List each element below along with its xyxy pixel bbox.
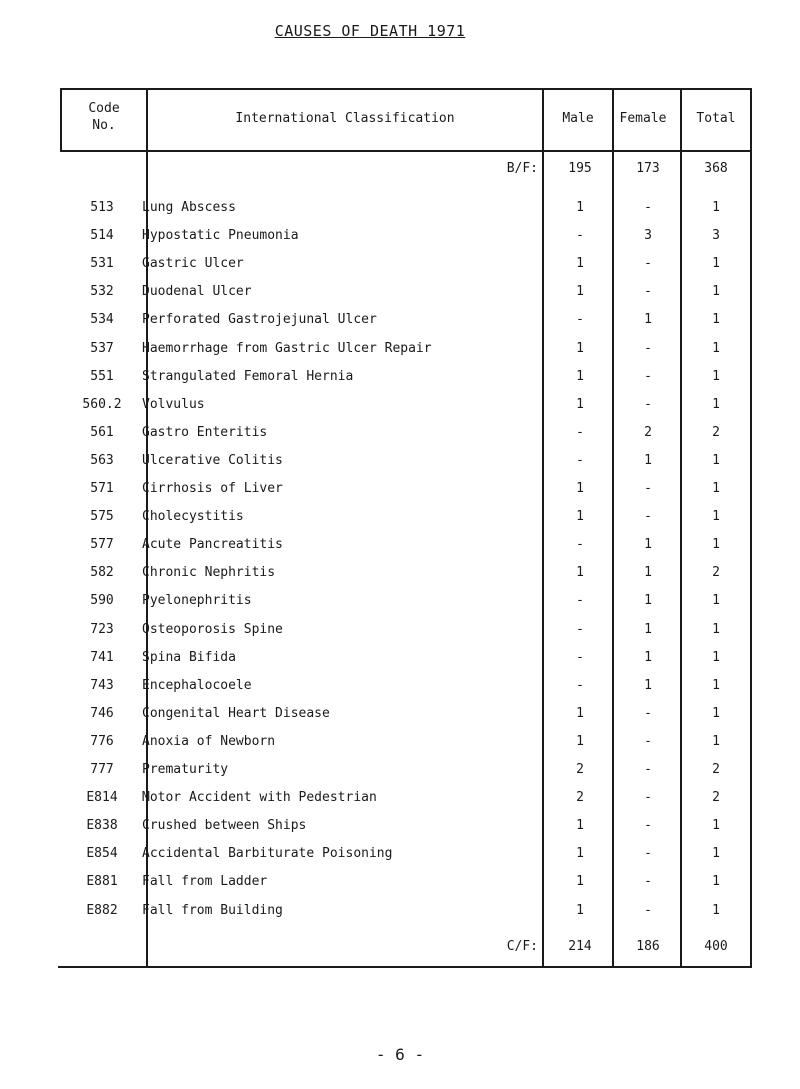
row-total: 1 bbox=[712, 874, 720, 889]
row-cause: Strangulated Femoral Hernia bbox=[142, 369, 354, 384]
header-code: Code No. bbox=[88, 101, 120, 133]
header-total: Total bbox=[696, 111, 736, 126]
row-male: 1 bbox=[576, 846, 584, 861]
row-total: 2 bbox=[712, 790, 720, 805]
brought-forward-total: 368 bbox=[704, 161, 728, 176]
row-code: 514 bbox=[90, 228, 114, 243]
row-code: 776 bbox=[90, 734, 114, 749]
row-total: 1 bbox=[712, 622, 720, 637]
carried-forward-male: 214 bbox=[568, 939, 592, 954]
row-female: 1 bbox=[644, 537, 652, 552]
row-code: 577 bbox=[90, 537, 114, 552]
header-classification: International Classification bbox=[235, 111, 455, 126]
row-total: 1 bbox=[712, 650, 720, 665]
row-code: E838 bbox=[86, 818, 118, 833]
row-cause: Lung Abscess bbox=[142, 200, 236, 215]
brought-forward-female: 173 bbox=[636, 161, 660, 176]
row-male: 1 bbox=[576, 200, 584, 215]
row-total: 1 bbox=[712, 200, 720, 215]
row-code: 746 bbox=[90, 706, 114, 721]
row-cause: Gastric Ulcer bbox=[142, 256, 244, 271]
row-cause: Anoxia of Newborn bbox=[142, 734, 276, 749]
row-cause: Haemorrhage from Gastric Ulcer Repair bbox=[142, 341, 432, 356]
row-total: 1 bbox=[712, 734, 720, 749]
row-male: - bbox=[576, 537, 584, 552]
row-female: - bbox=[644, 818, 652, 833]
page-title: CAUSES OF DEATH 1971 bbox=[274, 22, 466, 40]
row-cause: Accidental Barbiturate Poisoning bbox=[142, 846, 393, 861]
row-female: - bbox=[644, 509, 652, 524]
row-code: E814 bbox=[86, 790, 118, 805]
row-male: 1 bbox=[576, 481, 584, 496]
row-male: - bbox=[576, 453, 584, 468]
row-total: 1 bbox=[712, 397, 720, 412]
row-cause: Chronic Nephritis bbox=[142, 565, 276, 580]
row-total: 2 bbox=[712, 565, 720, 580]
row-total: 1 bbox=[712, 903, 720, 918]
row-total: 1 bbox=[712, 312, 720, 327]
row-male: 1 bbox=[576, 369, 584, 384]
row-total: 1 bbox=[712, 481, 720, 496]
row-male: - bbox=[576, 312, 584, 327]
row-female: 1 bbox=[644, 312, 652, 327]
row-total: 1 bbox=[712, 453, 720, 468]
carried-forward-label: C/F: bbox=[506, 939, 538, 954]
row-code: 571 bbox=[90, 481, 114, 496]
row-code: 532 bbox=[90, 284, 114, 299]
row-male: - bbox=[576, 228, 584, 243]
row-total: 1 bbox=[712, 593, 720, 608]
row-female: - bbox=[644, 846, 652, 861]
row-male: 1 bbox=[576, 903, 584, 918]
row-female: - bbox=[644, 790, 652, 805]
row-code: 534 bbox=[90, 312, 114, 327]
row-cause: Fall from Building bbox=[142, 903, 283, 918]
table-bottom-border bbox=[58, 966, 752, 968]
row-male: 1 bbox=[576, 706, 584, 721]
page-number: - 6 - bbox=[375, 1045, 425, 1064]
row-cause: Crushed between Ships bbox=[142, 818, 307, 833]
carried-forward-total: 400 bbox=[704, 939, 728, 954]
row-cause: Prematurity bbox=[142, 762, 229, 777]
row-total: 3 bbox=[712, 228, 720, 243]
row-code: 743 bbox=[90, 678, 114, 693]
row-total: 1 bbox=[712, 678, 720, 693]
row-cause: Gastro Enteritis bbox=[142, 425, 268, 440]
causes-table bbox=[58, 88, 752, 1010]
row-male: 1 bbox=[576, 284, 584, 299]
row-male: 1 bbox=[576, 734, 584, 749]
row-code: 741 bbox=[90, 650, 114, 665]
row-cause: Encephalocoele bbox=[142, 678, 252, 693]
row-female: - bbox=[644, 706, 652, 721]
row-female: - bbox=[644, 762, 652, 777]
row-code: E881 bbox=[86, 874, 118, 889]
row-total: 2 bbox=[712, 425, 720, 440]
row-female: - bbox=[644, 284, 652, 299]
row-total: 1 bbox=[712, 369, 720, 384]
row-male: - bbox=[576, 650, 584, 665]
row-female: - bbox=[644, 397, 652, 412]
row-female: - bbox=[644, 481, 652, 496]
row-female: - bbox=[644, 256, 652, 271]
row-cause: Volvulus bbox=[142, 397, 205, 412]
row-male: 1 bbox=[576, 509, 584, 524]
row-male: 1 bbox=[576, 341, 584, 356]
row-code: 723 bbox=[90, 622, 114, 637]
row-male: - bbox=[576, 678, 584, 693]
row-cause: Acute Pancreatitis bbox=[142, 537, 283, 552]
row-cause: Duodenal Ulcer bbox=[142, 284, 252, 299]
row-female: 1 bbox=[644, 650, 652, 665]
row-cause: Fall from Ladder bbox=[142, 874, 268, 889]
row-female: - bbox=[644, 369, 652, 384]
row-female: - bbox=[644, 903, 652, 918]
row-code: 531 bbox=[90, 256, 114, 271]
row-cause: Spina Bifida bbox=[142, 650, 236, 665]
row-code: 575 bbox=[90, 509, 114, 524]
row-female: 1 bbox=[644, 565, 652, 580]
brought-forward-male: 195 bbox=[568, 161, 592, 176]
row-male: 1 bbox=[576, 565, 584, 580]
row-code: 561 bbox=[90, 425, 114, 440]
brought-forward-label: B/F: bbox=[506, 161, 538, 176]
row-code: 590 bbox=[90, 593, 114, 608]
row-male: 2 bbox=[576, 790, 584, 805]
row-code: E854 bbox=[86, 846, 118, 861]
row-total: 1 bbox=[712, 537, 720, 552]
header-bottom-border bbox=[60, 150, 752, 152]
row-cause: Ulcerative Colitis bbox=[142, 453, 283, 468]
row-total: 1 bbox=[712, 341, 720, 356]
row-male: - bbox=[576, 593, 584, 608]
row-total: 1 bbox=[712, 509, 720, 524]
row-code: 563 bbox=[90, 453, 114, 468]
table-top-border bbox=[60, 88, 752, 90]
row-code: 582 bbox=[90, 565, 114, 580]
row-code: 513 bbox=[90, 200, 114, 215]
row-female: 1 bbox=[644, 593, 652, 608]
row-male: 1 bbox=[576, 256, 584, 271]
row-total: 2 bbox=[712, 762, 720, 777]
row-female: - bbox=[644, 200, 652, 215]
row-total: 1 bbox=[712, 818, 720, 833]
row-male: 2 bbox=[576, 762, 584, 777]
row-female: 1 bbox=[644, 453, 652, 468]
row-cause: Cholecystitis bbox=[142, 509, 244, 524]
row-female: - bbox=[644, 734, 652, 749]
row-male: - bbox=[576, 425, 584, 440]
row-female: - bbox=[644, 874, 652, 889]
row-cause: Perforated Gastrojejunal Ulcer bbox=[142, 312, 377, 327]
row-male: - bbox=[576, 622, 584, 637]
row-cause: Hypostatic Pneumonia bbox=[142, 228, 299, 243]
row-male: 1 bbox=[576, 818, 584, 833]
row-male: 1 bbox=[576, 397, 584, 412]
row-code: E882 bbox=[86, 903, 118, 918]
row-cause: Pyelonephritis bbox=[142, 593, 252, 608]
header-male: Male bbox=[562, 111, 594, 126]
row-female: 1 bbox=[644, 678, 652, 693]
row-total: 1 bbox=[712, 284, 720, 299]
row-code: 560.2 bbox=[82, 397, 122, 412]
row-cause: Osteoporosis Spine bbox=[142, 622, 283, 637]
row-female: 2 bbox=[644, 425, 652, 440]
row-code: 537 bbox=[90, 341, 114, 356]
header-female: Female bbox=[619, 111, 667, 126]
row-total: 1 bbox=[712, 846, 720, 861]
row-cause: Congenital Heart Disease bbox=[142, 706, 330, 721]
row-cause: Motor Accident with Pedestrian bbox=[142, 790, 377, 805]
row-female: - bbox=[644, 341, 652, 356]
row-female: 3 bbox=[644, 228, 652, 243]
row-male: 1 bbox=[576, 874, 584, 889]
row-total: 1 bbox=[712, 256, 720, 271]
carried-forward-female: 186 bbox=[636, 939, 660, 954]
row-cause: Cirrhosis of Liver bbox=[142, 481, 283, 496]
row-female: 1 bbox=[644, 622, 652, 637]
row-total: 1 bbox=[712, 706, 720, 721]
row-code: 551 bbox=[90, 369, 114, 384]
row-code: 777 bbox=[90, 762, 114, 777]
